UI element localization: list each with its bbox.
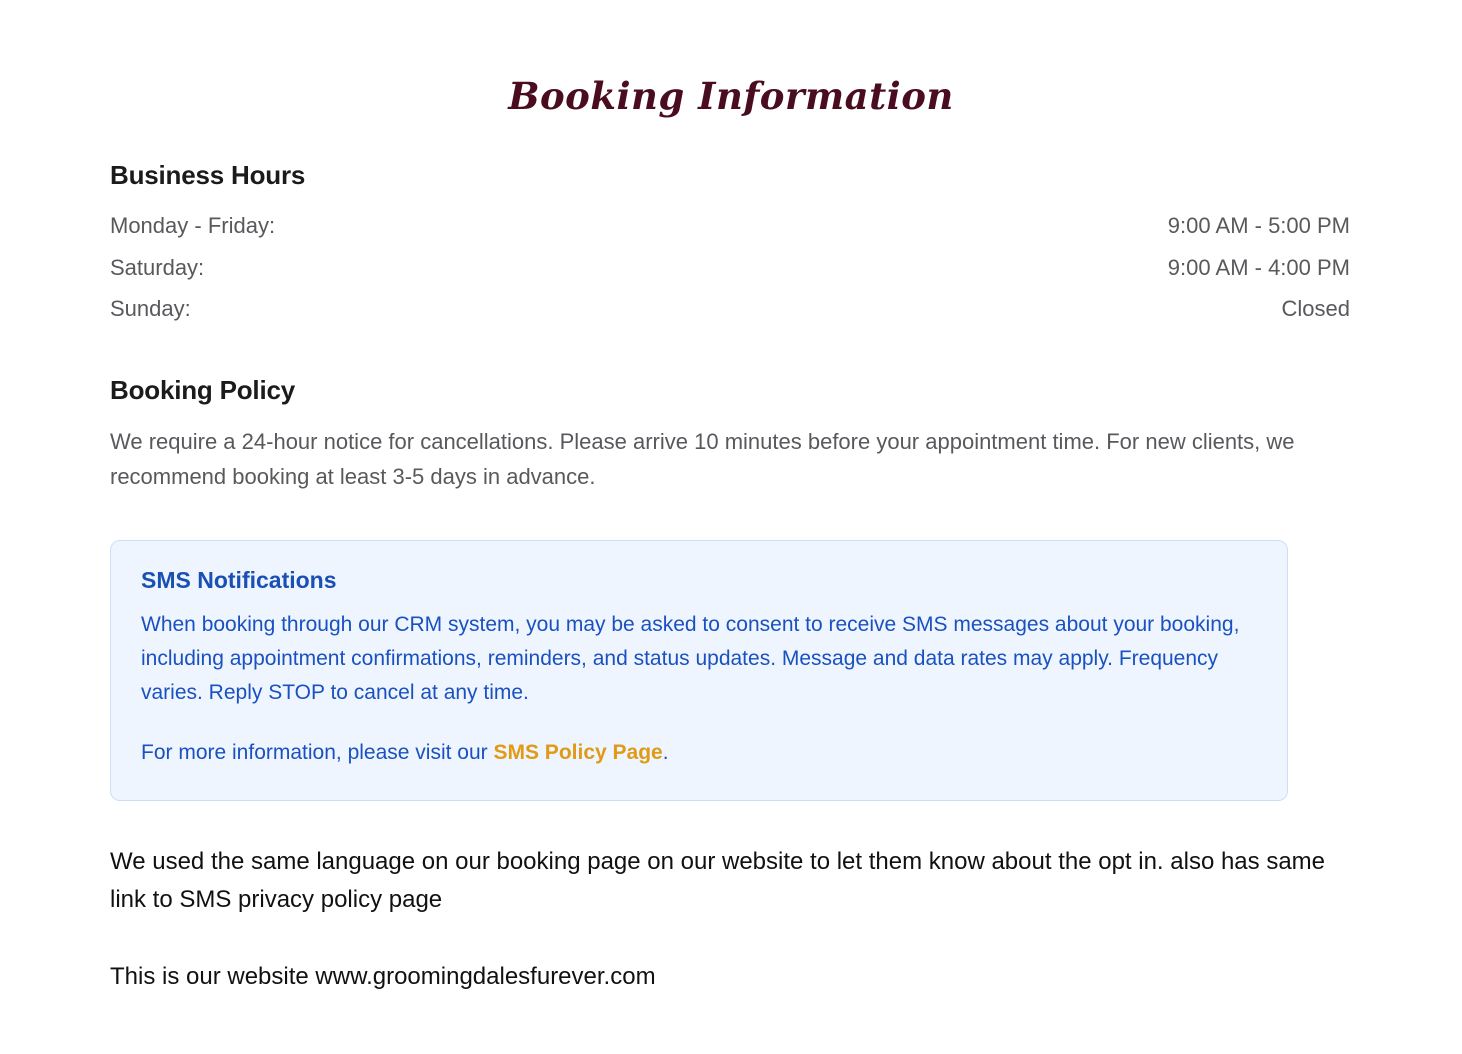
page-title: Booking Information [508, 74, 954, 118]
sms-policy-page-link[interactable]: SMS Policy Page [493, 741, 663, 765]
sms-notifications-body: When booking through our CRM system, you may be asked to consent to receive SMS messages about your booking, including appointment confirmations, reminders, and status updates. Message and data rates may apply. Frequency varies. Reply STOP to cancel at any time. [141, 613, 1240, 705]
sms-footer-suffix: . [662, 741, 669, 765]
business-hours-heading: Business Hours [110, 160, 306, 190]
booking-policy-text: We require a 24-hour notice for cancellations. Please arrive 10 minutes before your appointment time. For new clients, we recommend booking at least 3-5 days in advance. [110, 429, 1295, 490]
business-hours-row [110, 247, 1350, 289]
booking-policy-heading: Booking Policy [110, 375, 296, 406]
document-content [0, 115, 1462, 995]
note-first: We used the same language on our booking page on our website to let them know about the opt in. also has same link to SMS privacy policy page [110, 848, 1326, 913]
sms-footer-prefix: For more information, please visit our [141, 741, 494, 765]
business-hours-row [110, 205, 1350, 247]
hours-time-value: 9:00 AM - 5:00 PM [1167, 213, 1350, 238]
hours-day-label: Sunday: [110, 296, 191, 322]
sms-notifications-callout [110, 540, 1288, 801]
hours-day-label: Saturday: [110, 254, 205, 280]
business-hours-row [110, 288, 1350, 330]
hours-time-value: 9:00 AM - 4:00 PM [1167, 254, 1350, 280]
hours-time-value: Closed [1281, 296, 1350, 322]
note-second: This is our website www.groomingdalesfurever.com [110, 962, 656, 990]
hours-day-label: Monday - Friday: [110, 213, 276, 238]
sms-notifications-footer [141, 710, 1257, 770]
sms-notifications-title: SMS Notifications [141, 567, 337, 594]
author-notes [110, 801, 1330, 995]
